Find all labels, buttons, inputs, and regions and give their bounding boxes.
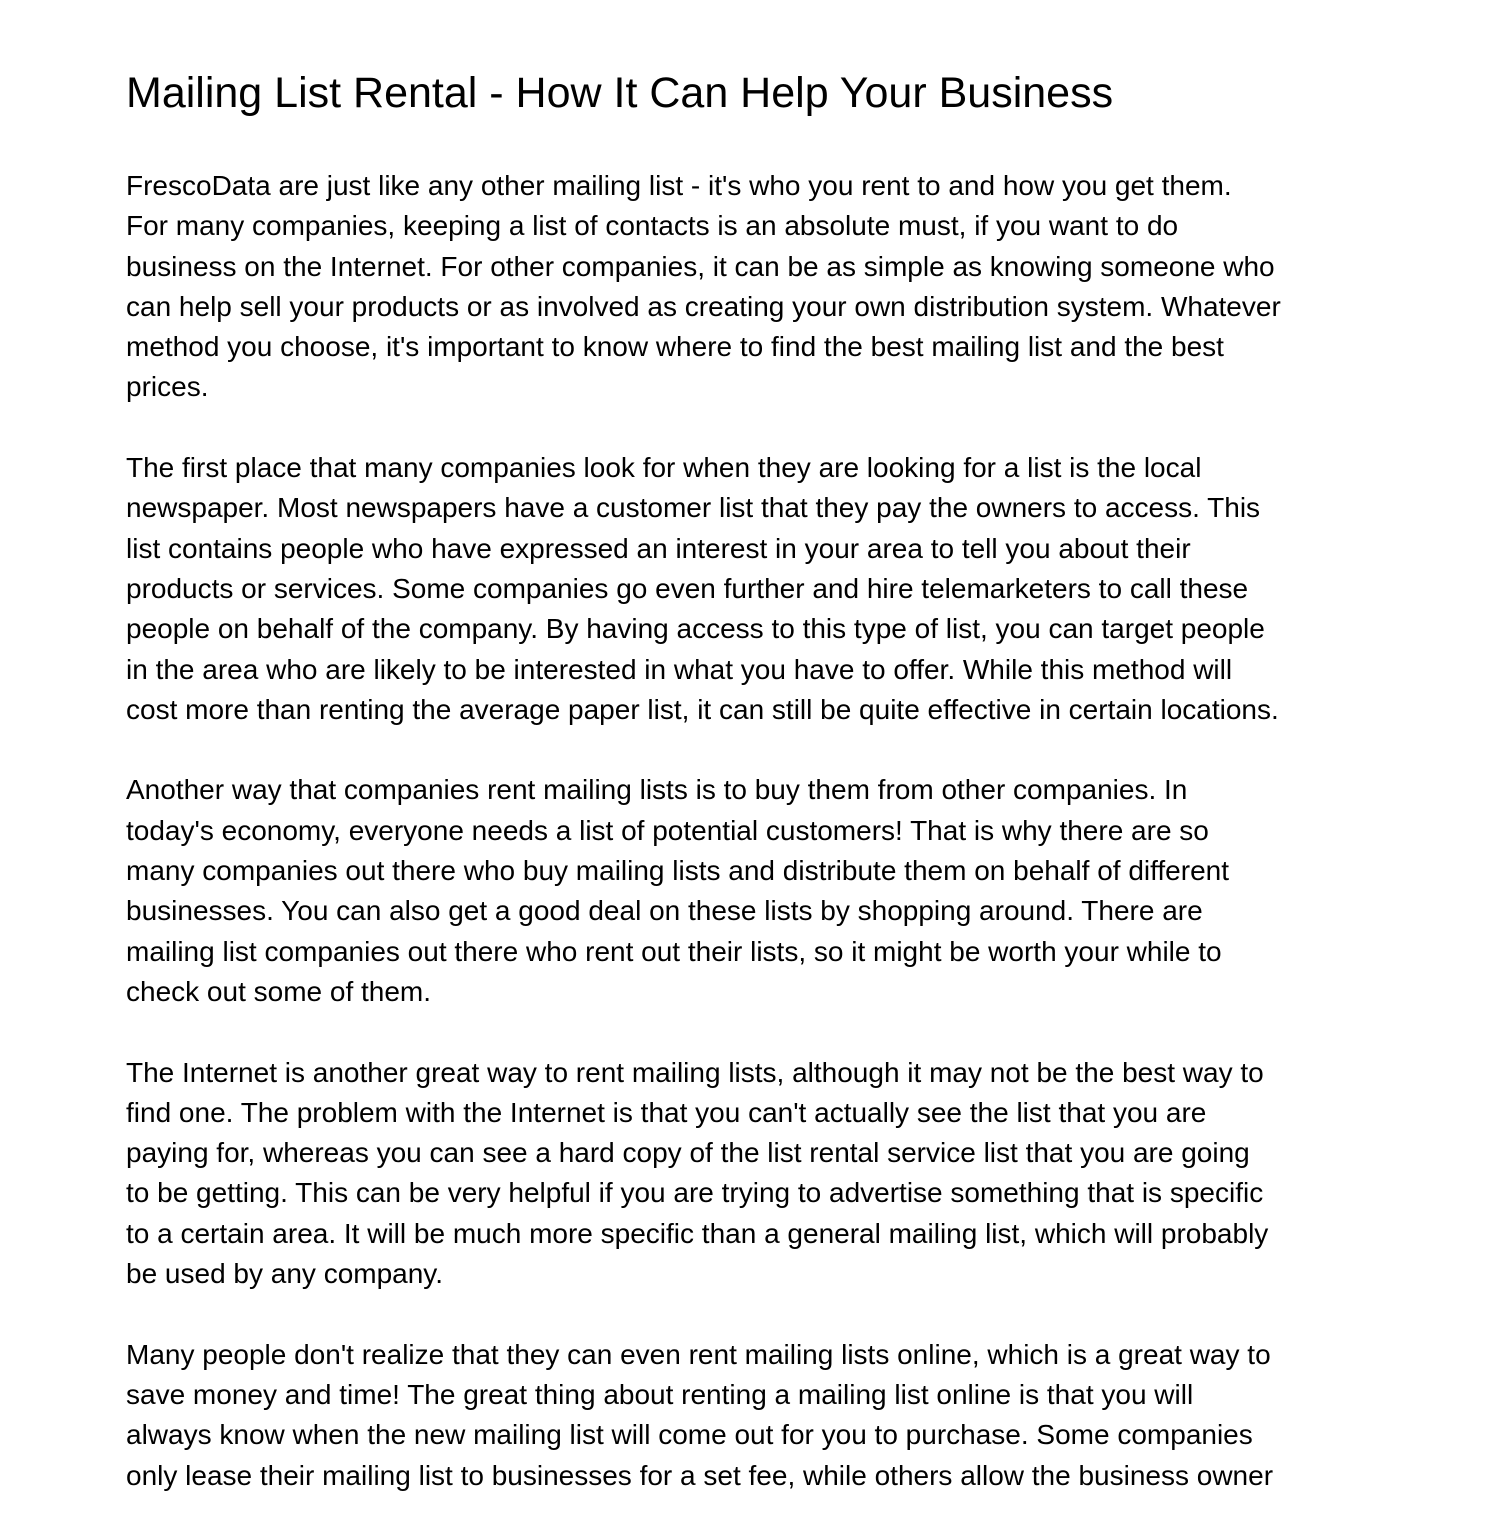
document-body [126,166,1386,1496]
paragraph: Another way that companies rent mailing lists is to buy them from other companies. In today's economy, everyone needs a list of potential customers! That is why there are so many companies out there who buy mailing lists and distribute them on behalf of different businesses. You can also get a good deal on these lists by shopping around. There are mailing list companies out there who rent out their lists, so it might be worth your while to check out some of them. [126,774,1229,1007]
paragraph: Many people don't realize that they can even rent mailing lists online, which is a great way to save money and time! The great thing about renting a mailing list online is that you will always know when the new mailing list will come out for you to purchase. Some companies only lease their mailing list to businesses for a set fee, while others allow the business owner [126,1338,1274,1491]
document-title: Mailing List Rental - How It Can Help Your Business [126,69,1114,117]
paragraph: The first place that many companies look for when they are looking for a list is the local newspaper. Most newspapers have a customer list that they pay the owners to access. This list contains people who have expressed an interest in your area to tell you about their products or services. Some companies go even further and hire telemarketers to call these people on behalf of the company. By having access to this type of list, you can target people in the area who are likely to be interested in what you have to offer. While this method will cost more than renting the average paper list, it can still be quite effective in certain locations. [126,452,1279,725]
paragraph: The Internet is another great way to rent mailing lists, although it may not be the best way to find one. The problem with the Internet is that you can't actually see the list that you are paying for, whereas you can see a hard copy of the list rental service list that you are going to be getting. This can be very helpful if you are trying to advertise something that is specific to a certain area. It will be much more specific than a general mailing list, which will probably be used by any company. [126,1056,1269,1290]
document-page [126,66,1386,1536]
paragraph: FrescoData are just like any other mailing list - it's who you rent to and how you get them. For many companies, keeping a list of contacts is an absolute must, if you want to do business on the Internet. For other companies, it can be as simple as knowing someone who can help sell your products or as involved as creating your own distribution system. Whatever method you choose, it's important to know where to find the best mailing list and the best prices. [126,170,1281,403]
